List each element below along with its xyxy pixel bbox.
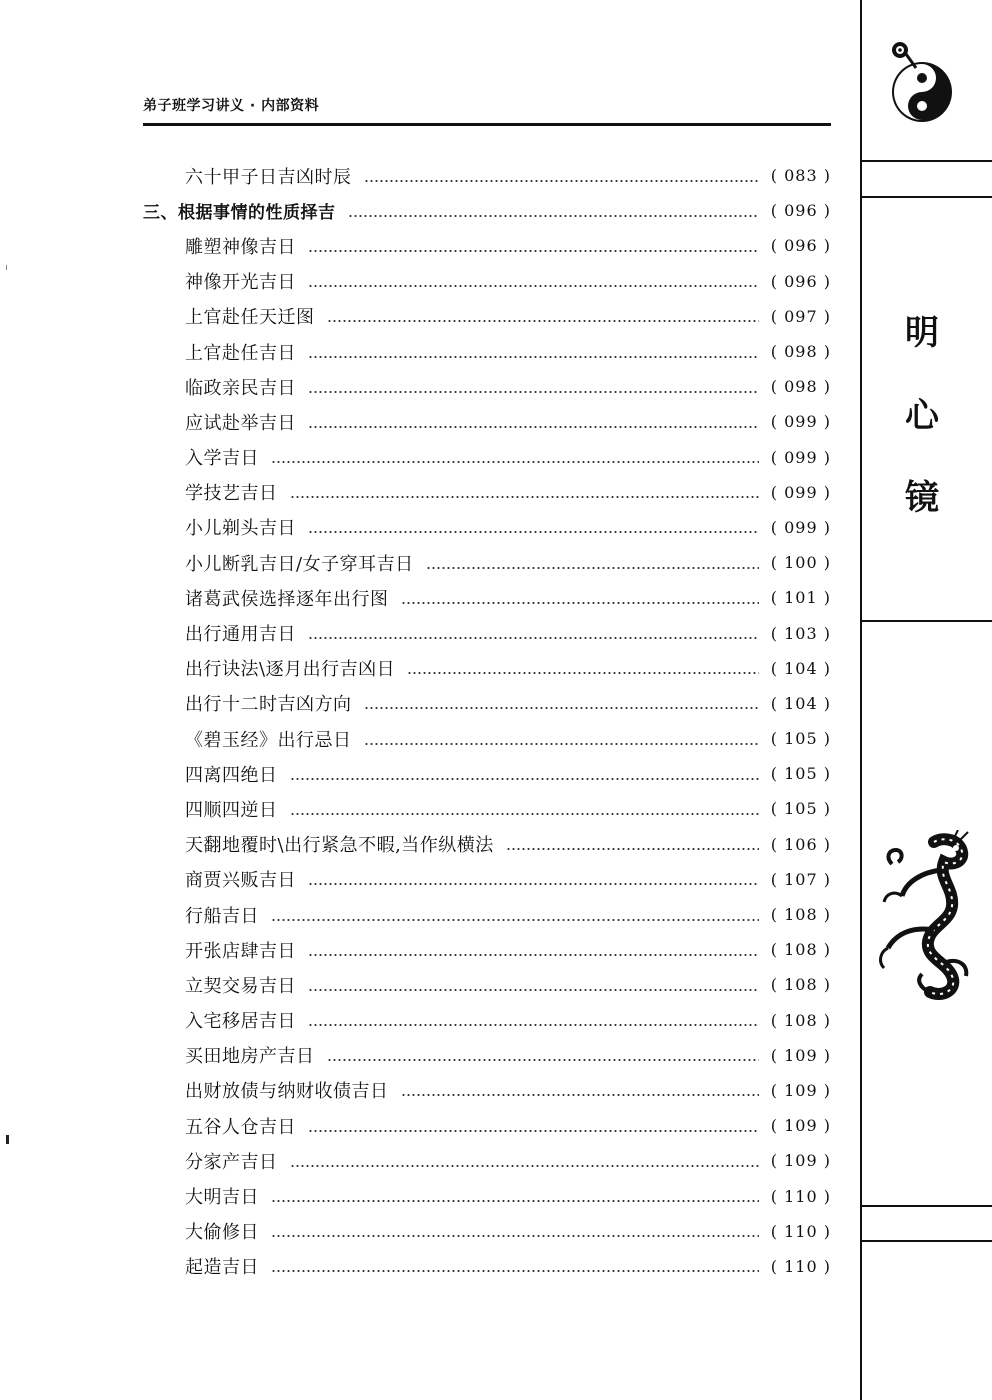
toc-leader-dots — [364, 743, 759, 745]
toc-entry-title: 分家产吉日 — [185, 1151, 278, 1173]
side-band-rule — [860, 1240, 992, 1242]
toc-entry — [143, 862, 831, 897]
toc-entry-title: 三、根据事情的性质择吉 — [143, 203, 336, 224]
toc-entry-page: ( 108 ) — [770, 940, 831, 960]
toc-leader-dots — [308, 1130, 759, 1132]
toc-entry — [143, 404, 831, 439]
toc-leader-dots — [364, 180, 759, 182]
toc-leader-dots — [271, 1270, 759, 1272]
toc-entry-page: ( 109 ) — [770, 1116, 831, 1136]
side-band-rule — [860, 1205, 992, 1207]
toc-entry-title: 出财放债与纳财收债吉日 — [185, 1081, 389, 1103]
toc-entry-title: 大偷修日 — [185, 1222, 259, 1244]
toc-leader-dots — [506, 848, 759, 850]
toc-entry-page: ( 109 ) — [770, 1045, 831, 1065]
toc-entry-title: 入宅移居吉日 — [185, 1011, 296, 1033]
page-header-title: 弟子班学习讲义 · 内部资料 — [143, 98, 320, 114]
book-title-char: 明 — [905, 313, 939, 353]
toc-entry-page: ( 105 ) — [770, 799, 831, 819]
toc-leader-dots — [271, 1200, 759, 1202]
toc-entry-page: ( 101 ) — [770, 588, 831, 608]
toc-leader-dots — [308, 954, 759, 956]
toc-entry-title: 出行十二时吉凶方向 — [185, 694, 352, 716]
toc-entry-title: 四顺四逆日 — [185, 799, 278, 821]
toc-entry-title: 行船吉日 — [185, 905, 259, 927]
side-band-rule — [860, 160, 992, 162]
toc-entry-title: 四离四绝日 — [185, 764, 278, 786]
toc-leader-dots — [308, 531, 759, 533]
toc-leader-dots — [348, 215, 759, 217]
toc-entry-title: 出行诀法\逐月出行吉凶日 — [185, 659, 396, 681]
scan-artifact — [6, 1135, 9, 1144]
toc-leader-dots — [308, 1024, 759, 1026]
table-of-contents — [143, 158, 831, 1284]
toc-entry — [143, 686, 831, 721]
toc-entry — [143, 1214, 831, 1249]
toc-entry-page: ( 105 ) — [770, 729, 831, 749]
book-title-char: 心 — [905, 396, 939, 436]
toc-entry-title: 小儿剃头吉日 — [185, 518, 296, 540]
toc-entry-title: 五谷人仓吉日 — [185, 1116, 296, 1138]
toc-entry-title: 上官赴任吉日 — [185, 342, 296, 364]
toc-entry-page: ( 099 ) — [770, 517, 831, 537]
book-title-char: 镜 — [905, 478, 939, 518]
toc-entry-title: 立契交易吉日 — [185, 975, 296, 997]
toc-entry-page: ( 096 ) — [770, 271, 831, 291]
toc-entry — [143, 651, 831, 686]
toc-leader-dots — [308, 391, 759, 393]
toc-entry — [143, 580, 831, 615]
toc-leader-dots — [271, 1235, 759, 1237]
toc-entry — [143, 440, 831, 475]
toc-entry — [143, 299, 831, 334]
toc-entry-title: 开张店肆吉日 — [185, 940, 296, 962]
toc-leader-dots — [271, 919, 759, 921]
toc-leader-dots — [290, 1165, 759, 1167]
toc-entry — [143, 1073, 831, 1108]
toc-entry — [143, 158, 831, 193]
toc-entry-page: ( 096 ) — [770, 201, 831, 221]
toc-entry — [143, 967, 831, 1002]
toc-entry-page: ( 109 ) — [770, 1080, 831, 1100]
toc-leader-dots — [308, 426, 759, 428]
toc-entry — [143, 334, 831, 369]
toc-entry-title: 入学吉日 — [185, 448, 259, 470]
toc-leader-dots — [327, 320, 759, 322]
toc-entry-page: ( 099 ) — [770, 482, 831, 502]
toc-entry — [143, 897, 831, 932]
side-band-rule — [860, 620, 992, 622]
toc-leader-dots — [308, 637, 759, 639]
toc-entry-page: ( 099 ) — [770, 412, 831, 432]
toc-entry — [143, 791, 831, 826]
toc-entry-page: ( 083 ) — [770, 166, 831, 186]
toc-entry — [143, 615, 831, 650]
toc-entry-page: ( 104 ) — [770, 693, 831, 713]
toc-entry — [143, 932, 831, 967]
toc-leader-dots — [401, 1094, 759, 1096]
toc-entry-title: 上官赴任天迁图 — [185, 307, 315, 329]
toc-leader-dots — [308, 989, 759, 991]
toc-entry-title: 起造吉日 — [185, 1257, 259, 1279]
toc-leader-dots — [290, 496, 759, 498]
toc-entry — [143, 475, 831, 510]
toc-entry-page: ( 098 ) — [770, 342, 831, 362]
toc-entry-title: 学技艺吉日 — [185, 483, 278, 505]
toc-leader-dots — [327, 1059, 759, 1061]
toc-leader-dots — [290, 778, 759, 780]
toc-entry — [143, 1003, 831, 1038]
toc-entry-page: ( 096 ) — [770, 236, 831, 256]
toc-entry-title: 应试赴举吉日 — [185, 412, 296, 434]
toc-entry — [143, 756, 831, 791]
toc-entry-title: 六十甲子日吉凶时辰 — [185, 166, 352, 188]
toc-entry-title: 天翻地覆时\出行紧急不暇,当作纵横法 — [185, 835, 494, 857]
toc-leader-dots — [308, 356, 759, 358]
toc-entry-title: 大明吉日 — [185, 1187, 259, 1209]
toc-entry — [143, 264, 831, 299]
scan-artifact — [6, 265, 7, 270]
toc-entry-page: ( 098 ) — [770, 377, 831, 397]
toc-entry-page: ( 110 ) — [770, 1186, 831, 1206]
toc-entry-title: 出行通用吉日 — [185, 624, 296, 646]
toc-entry — [143, 1178, 831, 1213]
dragon-ornament-icon — [872, 830, 972, 1000]
toc-entry-page: ( 108 ) — [770, 905, 831, 925]
toc-entry — [143, 1038, 831, 1073]
toc-entry-title: 《碧玉经》出行忌日 — [185, 729, 352, 751]
toc-leader-dots — [401, 602, 759, 604]
taiji-logo-icon — [880, 36, 960, 126]
toc-entry-page: ( 105 ) — [770, 764, 831, 784]
toc-entry-page: ( 110 ) — [770, 1221, 831, 1241]
toc-entry — [143, 545, 831, 580]
toc-entry — [143, 369, 831, 404]
toc-entry-page: ( 109 ) — [770, 1151, 831, 1171]
toc-entry — [143, 1249, 831, 1284]
toc-entry-page: ( 104 ) — [770, 658, 831, 678]
toc-entry-page: ( 110 ) — [770, 1256, 831, 1276]
toc-entry — [143, 1108, 831, 1143]
toc-entry-page: ( 097 ) — [770, 306, 831, 326]
toc-entry-title: 诸葛武侯选择逐年出行图 — [185, 588, 389, 610]
toc-entry-page: ( 103 ) — [770, 623, 831, 643]
toc-entry-page: ( 108 ) — [770, 975, 831, 995]
toc-entry-page: ( 106 ) — [770, 834, 831, 854]
toc-entry-page: ( 099 ) — [770, 447, 831, 467]
toc-entry — [143, 193, 831, 228]
toc-entry-title: 小儿断乳吉日/女子穿耳吉日 — [185, 553, 414, 575]
toc-leader-dots — [407, 672, 759, 674]
toc-entry-title: 临政亲民吉日 — [185, 377, 296, 399]
toc-entry — [143, 721, 831, 756]
toc-leader-dots — [308, 883, 759, 885]
toc-leader-dots — [364, 707, 759, 709]
toc-leader-dots — [426, 567, 759, 569]
toc-entry — [143, 827, 831, 862]
toc-entry-title: 买田地房产吉日 — [185, 1046, 315, 1068]
toc-entry-page: ( 108 ) — [770, 1010, 831, 1030]
toc-entry-title: 神像开光吉日 — [185, 272, 296, 294]
toc-entry-page: ( 100 ) — [770, 553, 831, 573]
side-band-border — [860, 0, 862, 1400]
toc-leader-dots — [290, 813, 759, 815]
toc-entry — [143, 510, 831, 545]
header-rule — [143, 123, 831, 126]
side-band-rule — [860, 196, 992, 198]
toc-leader-dots — [308, 250, 759, 252]
toc-entry-page: ( 107 ) — [770, 869, 831, 889]
toc-leader-dots — [271, 461, 759, 463]
toc-entry — [143, 228, 831, 263]
toc-entry — [143, 1143, 831, 1178]
toc-leader-dots — [308, 285, 759, 287]
toc-entry-title: 商贾兴贩吉日 — [185, 870, 296, 892]
toc-entry-title: 雕塑神像吉日 — [185, 236, 296, 258]
